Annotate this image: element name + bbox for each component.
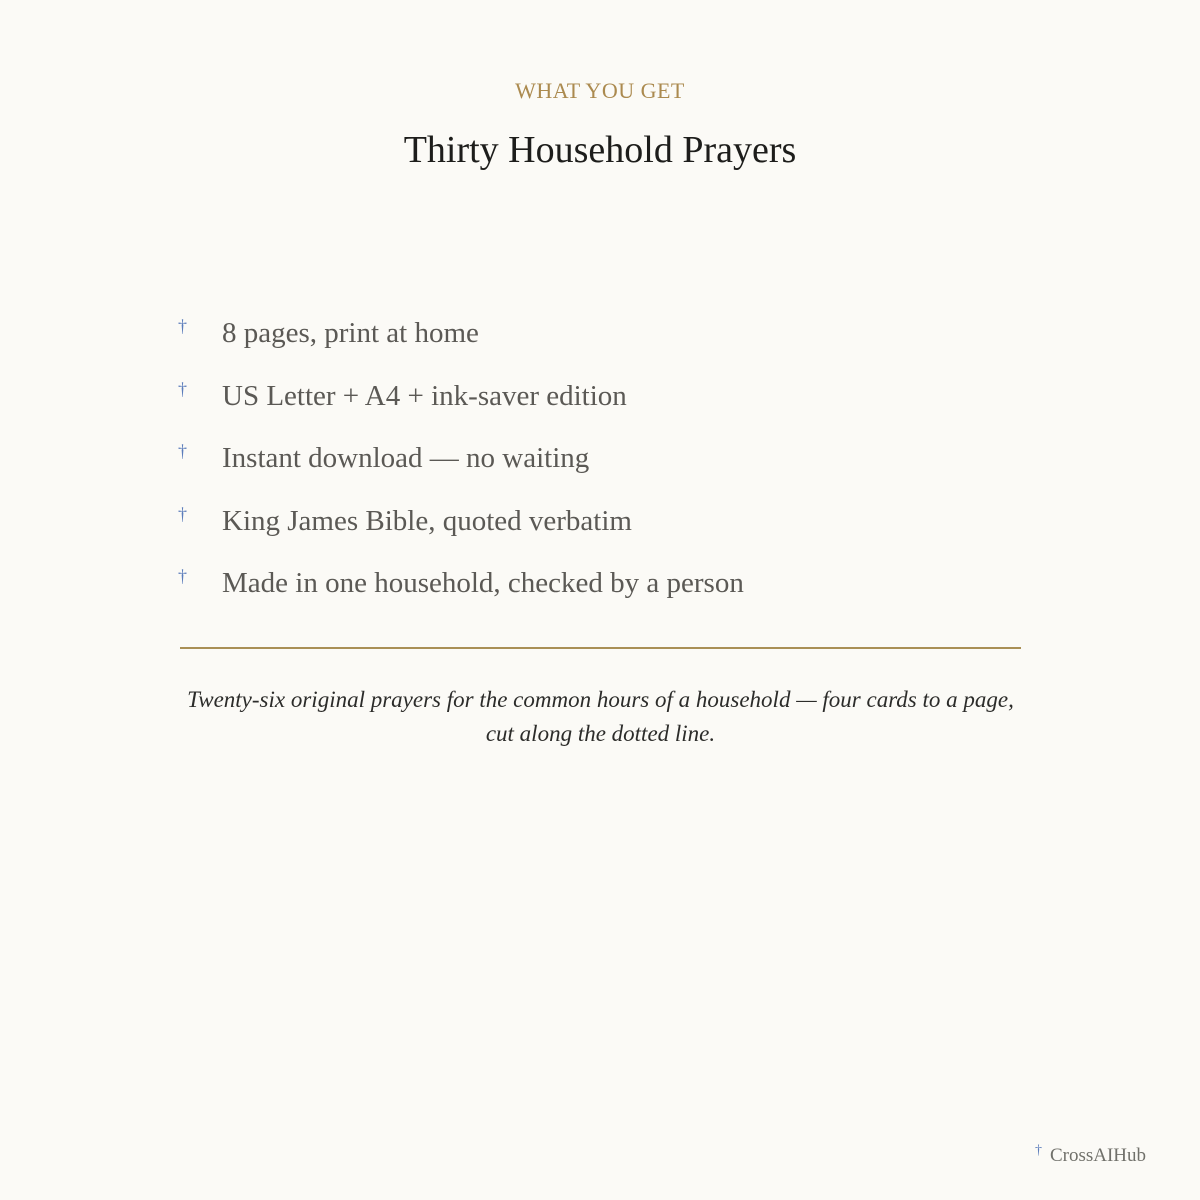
brand-mark (1035, 1145, 1146, 1167)
feature-item (178, 377, 1028, 440)
cross-icon: † (178, 566, 187, 586)
feature-item (178, 439, 1028, 502)
cross-icon: † (178, 441, 187, 461)
feature-item (178, 314, 1028, 377)
cross-icon: † (178, 378, 187, 399)
feature-text: Instant download — no waiting (222, 442, 590, 474)
feature-item (178, 502, 1028, 565)
cross-icon: † (178, 503, 187, 524)
feature-text: King James Bible, quoted verbatim (222, 504, 632, 537)
brand-name: CrossAIHub (1049, 1145, 1146, 1166)
section-eyebrow: WHAT YOU GET (515, 78, 685, 103)
feature-text: US Letter + A4 + ink-saver edition (222, 379, 627, 412)
feature-item (178, 564, 1028, 627)
cross-icon: † (1034, 1143, 1042, 1158)
cross-icon: † (178, 316, 187, 336)
product-description: Twenty-six original prayers for the common hours of a household — four cards to a page, cut along the dotted line. (187, 687, 1014, 746)
feature-text: 8 pages, print at home (222, 317, 479, 349)
feature-text: Made in one household, checked by a person (222, 567, 744, 599)
feature-list (178, 314, 1028, 627)
page-title: Thirty Household Prayers (403, 129, 797, 171)
gold-divider (180, 647, 1021, 649)
